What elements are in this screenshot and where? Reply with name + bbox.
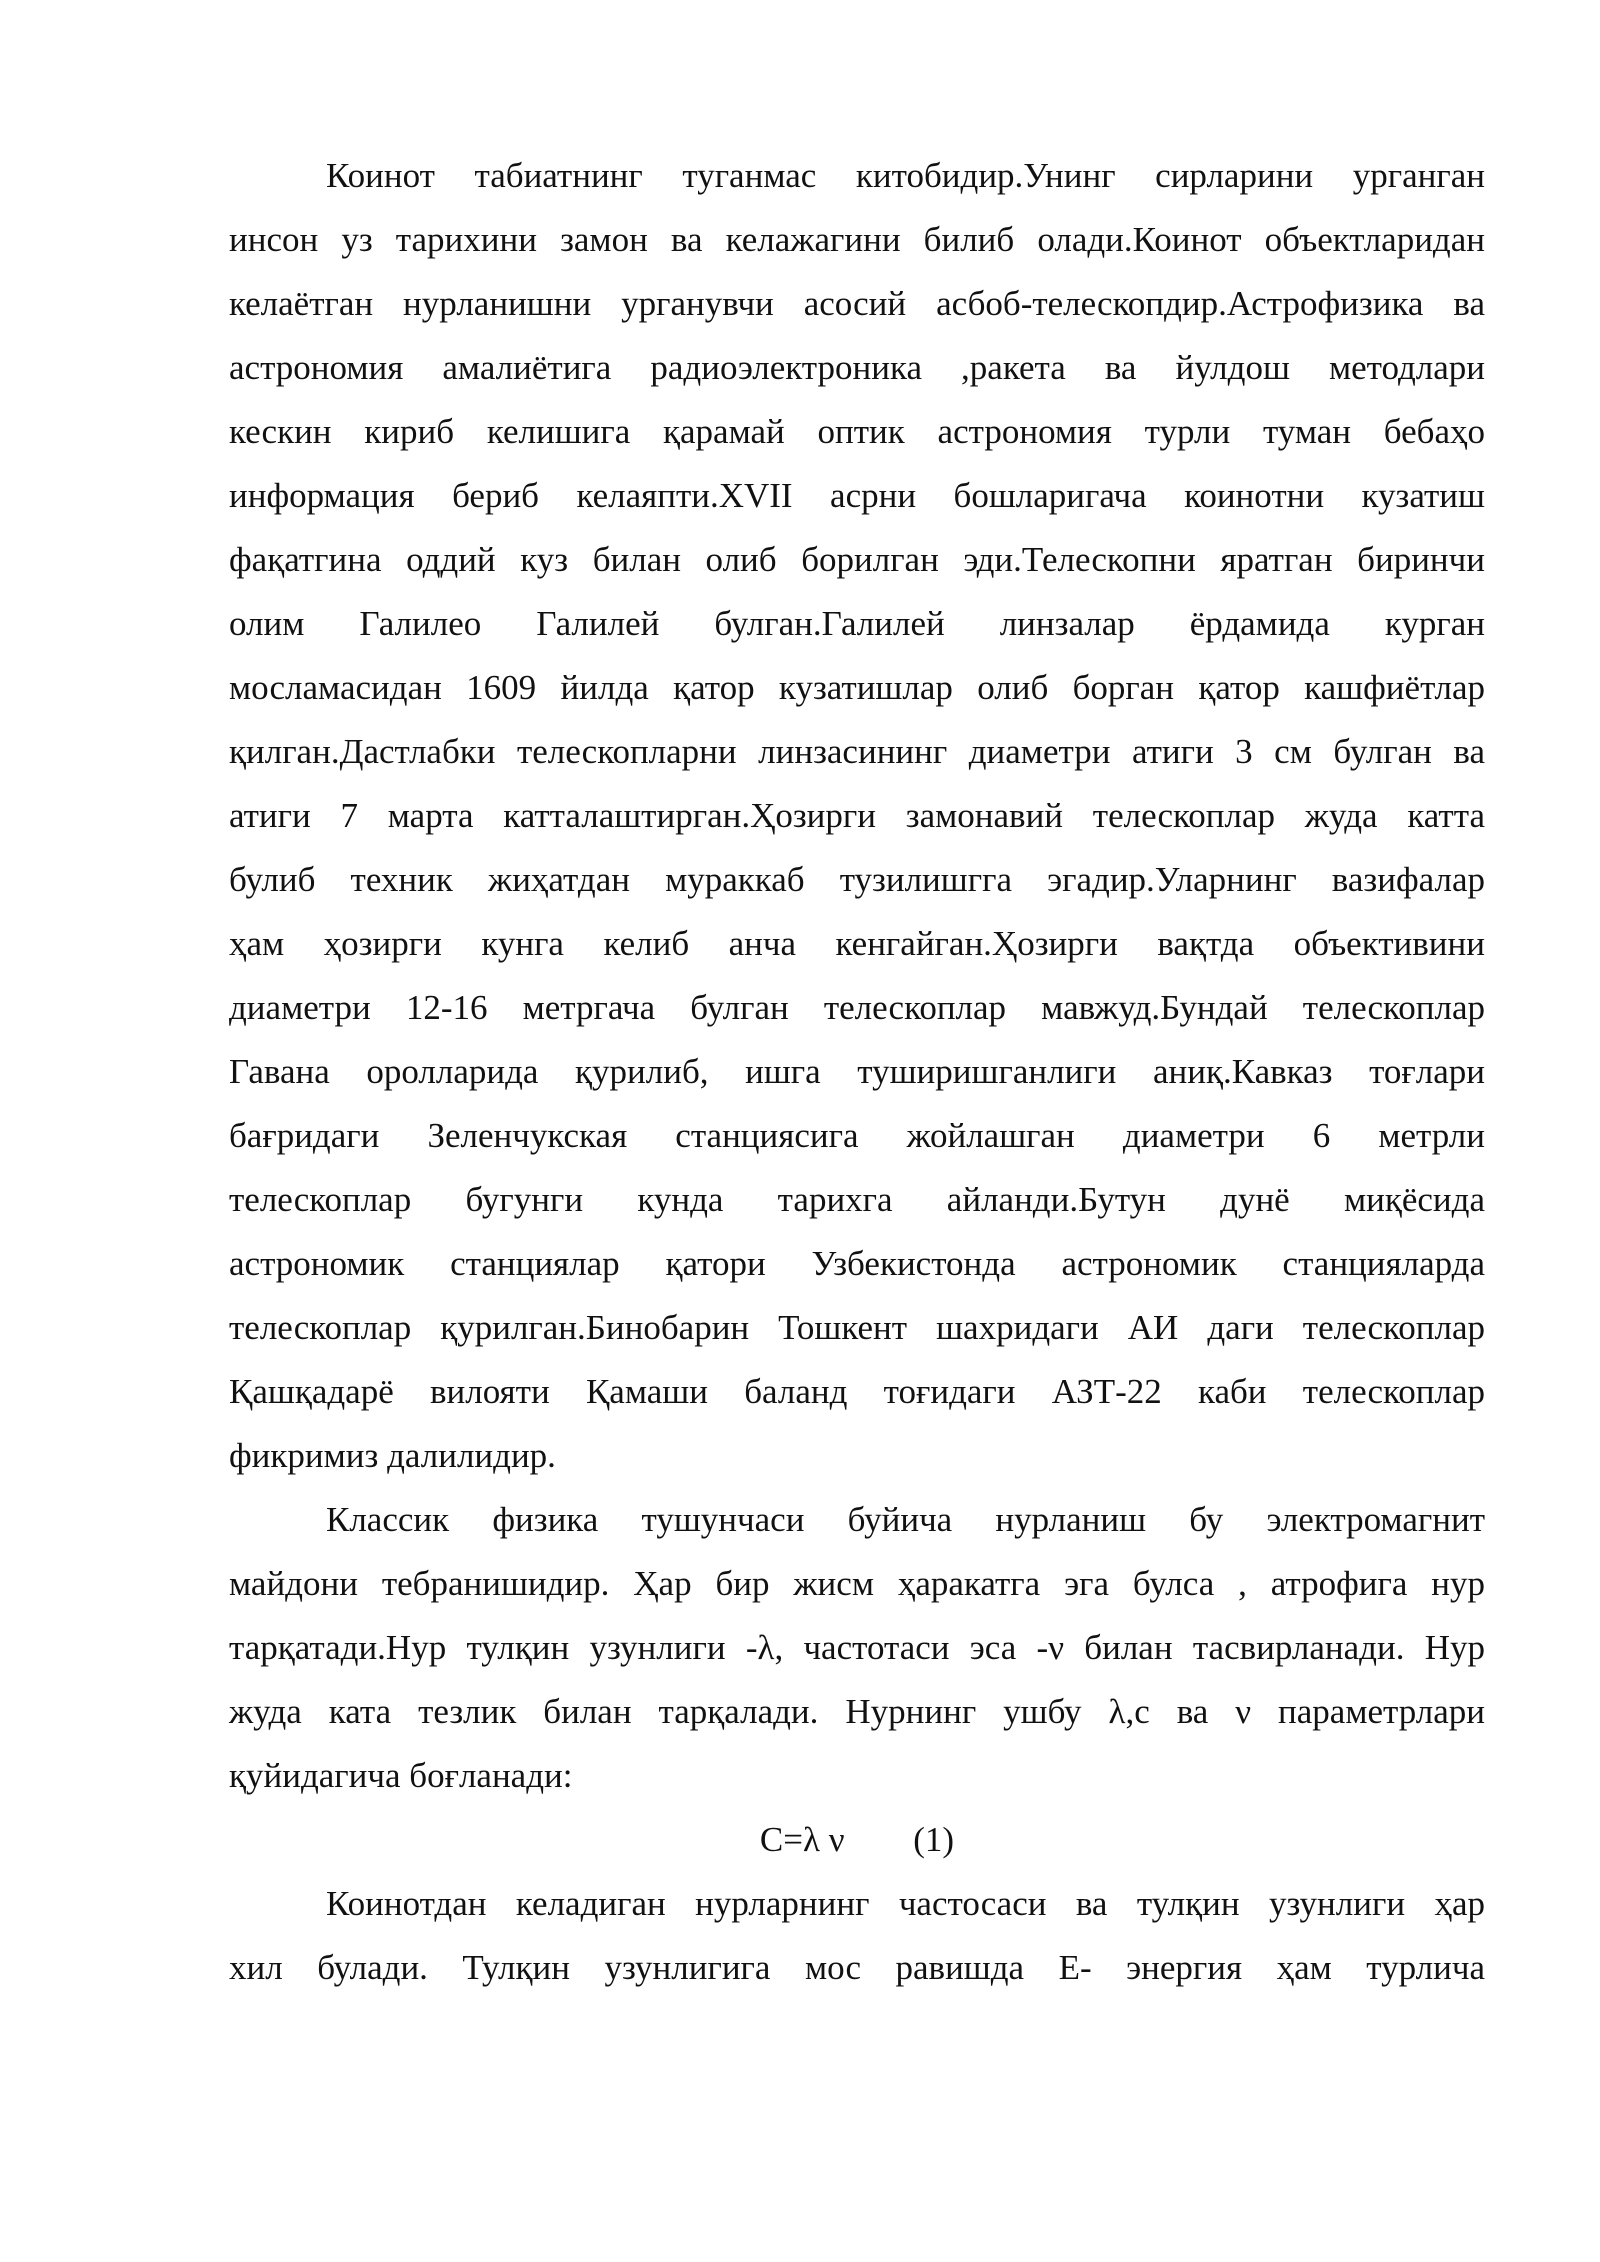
text-line: келаётган нурланишни урганувчи асосий асбоб-телескопдир.Астрофизика ва — [229, 284, 1485, 323]
paragraph — [229, 1488, 1485, 1808]
formula — [229, 1808, 1485, 1872]
text-line: мосламасидан 1609 йилда қатор кузатишлар олиб борган қатор кашфиётлар — [229, 668, 1485, 707]
text-line: информация бериб келаяпти.XVII асрни бошларигача коинотни кузатиш — [229, 476, 1485, 515]
text-line: Коинот табиатнинг туганмас китобидир.Унинг сирларини урганган — [326, 156, 1485, 195]
document-body — [229, 144, 1485, 2000]
text-line: майдони тебранишидир. Ҳар бир жисм ҳаракатга эга булса , атрофига нур — [229, 1564, 1485, 1603]
text-line: олим Галилео Галилей булган.Галилей линзалар ёрдамида курган — [229, 604, 1485, 643]
text-line: диаметри 12-16 метргача булган телескоплар мавжуд.Бундай телескоплар — [229, 988, 1485, 1027]
text-line: қуйидагича боғланади: — [229, 1756, 573, 1795]
text-line: атиги 7 марта катталаштирган.Ҳозирги замонавий телескоплар жуда катта — [229, 796, 1485, 835]
text-line: булиб техник жиҳатдан мураккаб тузилишгга эгадир.Уларнинг вазифалар — [229, 860, 1485, 899]
paragraph — [229, 1872, 1485, 2000]
text-line: фақатгина оддий куз билан олиб борилган эди.Телескопни яратган биринчи — [229, 540, 1485, 579]
text-line: тарқатади.Нур тулқин узунлиги -λ, частотаси эса -ν билан тасвирланади. Нур — [229, 1628, 1485, 1667]
text-line: хил булади. Тулқин узунлигига мос равишда Е- энергия ҳам турлича — [229, 1948, 1485, 1987]
text-line: Классик физика тушунчаси буйича нурланиш бу электромагнит — [326, 1500, 1485, 1539]
text-line: жуда ката тезлик билан тарқалади. Нурнинг ушбу λ,с ва ν параметрлари — [229, 1692, 1485, 1731]
text-line: Қашқадарё вилояти Қамаши баланд тоғидаги АЗТ-22 каби телескоплар — [229, 1372, 1485, 1411]
text-line: ҳам ҳозирги кунга келиб анча кенгайган.Ҳозирги вақтда объективини — [229, 924, 1485, 963]
text-line: телескоплар бугунги кунда тарихга айланди.Бутун дунё миқёсида — [229, 1180, 1485, 1219]
text-line: Коинотдан келадиган нурларнинг частосаси ва тулқин узунлиги ҳар — [326, 1884, 1485, 1923]
text-line: фикримиз далилидир. — [229, 1436, 556, 1475]
text-line: қилган.Дастлабки телескопларни линзасининг диаметри атиги 3 см булган ва — [229, 732, 1485, 771]
text-line: кескин кириб келишига қарамай оптик астрономия турли туман бебаҳо — [229, 412, 1485, 451]
text-line: Гавана оролларида қурилиб, ишга туширишганлиги аниқ.Кавказ тоғлари — [229, 1052, 1485, 1091]
formula-expression: C=λ ν — [759, 1820, 845, 1859]
paragraph — [229, 144, 1485, 1488]
text-line: астрономик станциялар қатори Узбекистонда астрономик станцияларда — [229, 1244, 1485, 1283]
text-line: бағридаги Зеленчукская станциясига жойлашган диаметри 6 метрли — [229, 1116, 1485, 1155]
text-line: инсон уз тарихини замон ва келажагини билиб олади.Коинот объектларидан — [229, 220, 1485, 259]
formula-number: (1) — [913, 1820, 955, 1859]
text-line: астрономия амалиётига радиоэлектроника ,ракета ва йулдош методлари — [229, 348, 1485, 387]
text-line: телескоплар қурилган.Бинобарин Тошкент шахридаги АИ даги телескоплар — [229, 1308, 1485, 1347]
